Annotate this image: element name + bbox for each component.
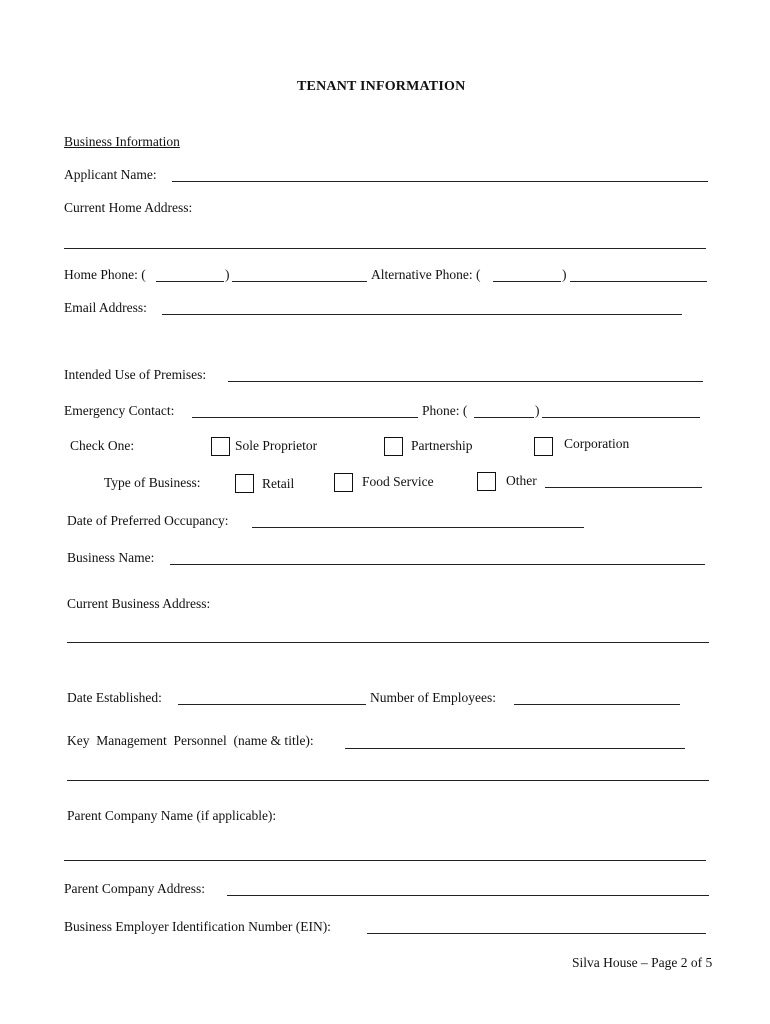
sole-proprietor-checkbox[interactable] [211,437,230,456]
type-of-business-label: Type of Business: [104,475,201,490]
home-phone-paren: ) [225,267,230,282]
key-management-field[interactable] [345,748,685,749]
current-home-address-field[interactable] [64,248,706,249]
email-address-field[interactable] [162,314,682,315]
emergency-contact-field[interactable] [192,417,418,418]
parent-company-name-label: Parent Company Name (if applicable): [67,808,277,823]
intended-use-label: Intended Use of Premises: [64,367,207,382]
current-business-address-label: Current Business Address: [67,596,211,611]
food-service-checkbox[interactable] [334,473,353,492]
number-of-employees-label: Number of Employees: [370,690,496,705]
emergency-phone-area-field[interactable] [474,417,534,418]
parent-company-address-field[interactable] [227,895,709,896]
key-management-label: Key Management Personnel (name & title): [67,733,314,748]
retail-checkbox[interactable] [235,474,254,493]
emergency-contact-label: Emergency Contact: [64,403,175,418]
business-name-label: Business Name: [67,550,155,565]
current-business-address-field[interactable] [67,642,709,643]
retail-label: Retail [262,476,295,491]
email-address-label: Email Address: [64,300,147,315]
page-title: TENANT INFORMATION [297,79,466,94]
ein-label: Business Employer Identification Number (EIN): [64,919,331,934]
preferred-occupancy-label: Date of Preferred Occupancy: [67,513,229,528]
date-established-field[interactable] [178,704,366,705]
ein-field[interactable] [367,933,706,934]
alternative-phone-label: Alternative Phone: ( [371,267,481,282]
home-phone-label: Home Phone: ( [64,267,146,282]
home-phone-field[interactable] [232,281,367,282]
current-home-address-label: Current Home Address: [64,200,193,215]
emergency-phone-label: Phone: ( [422,403,468,418]
other-field[interactable] [545,487,702,488]
other-checkbox[interactable] [477,472,496,491]
check-one-label: Check One: [70,438,135,453]
page-footer: Silva House – Page 2 of 5 [572,955,713,970]
emergency-phone-field[interactable] [542,417,700,418]
food-service-label: Food Service [362,474,434,489]
applicant-name-field[interactable] [172,181,708,182]
parent-company-address-label: Parent Company Address: [64,881,205,896]
parent-company-name-field[interactable] [64,860,706,861]
intended-use-field[interactable] [228,381,703,382]
partnership-checkbox[interactable] [384,437,403,456]
alternative-phone-paren: ) [562,267,567,282]
partnership-label: Partnership [411,438,473,453]
sole-proprietor-label: Sole Proprietor [235,438,318,453]
number-of-employees-field[interactable] [514,704,680,705]
date-established-label: Date Established: [67,690,162,705]
home-phone-area-field[interactable] [156,281,224,282]
other-label: Other [506,473,537,488]
alternative-phone-field[interactable] [570,281,707,282]
alternative-phone-area-field[interactable] [493,281,561,282]
key-management-field-2[interactable] [67,780,709,781]
applicant-name-label: Applicant Name: [64,167,157,182]
preferred-occupancy-field[interactable] [252,527,584,528]
emergency-phone-paren: ) [535,403,540,418]
corporation-label: Corporation [564,436,630,451]
section-heading: Business Information [64,134,180,149]
corporation-checkbox[interactable] [534,437,553,456]
business-name-field[interactable] [170,564,705,565]
